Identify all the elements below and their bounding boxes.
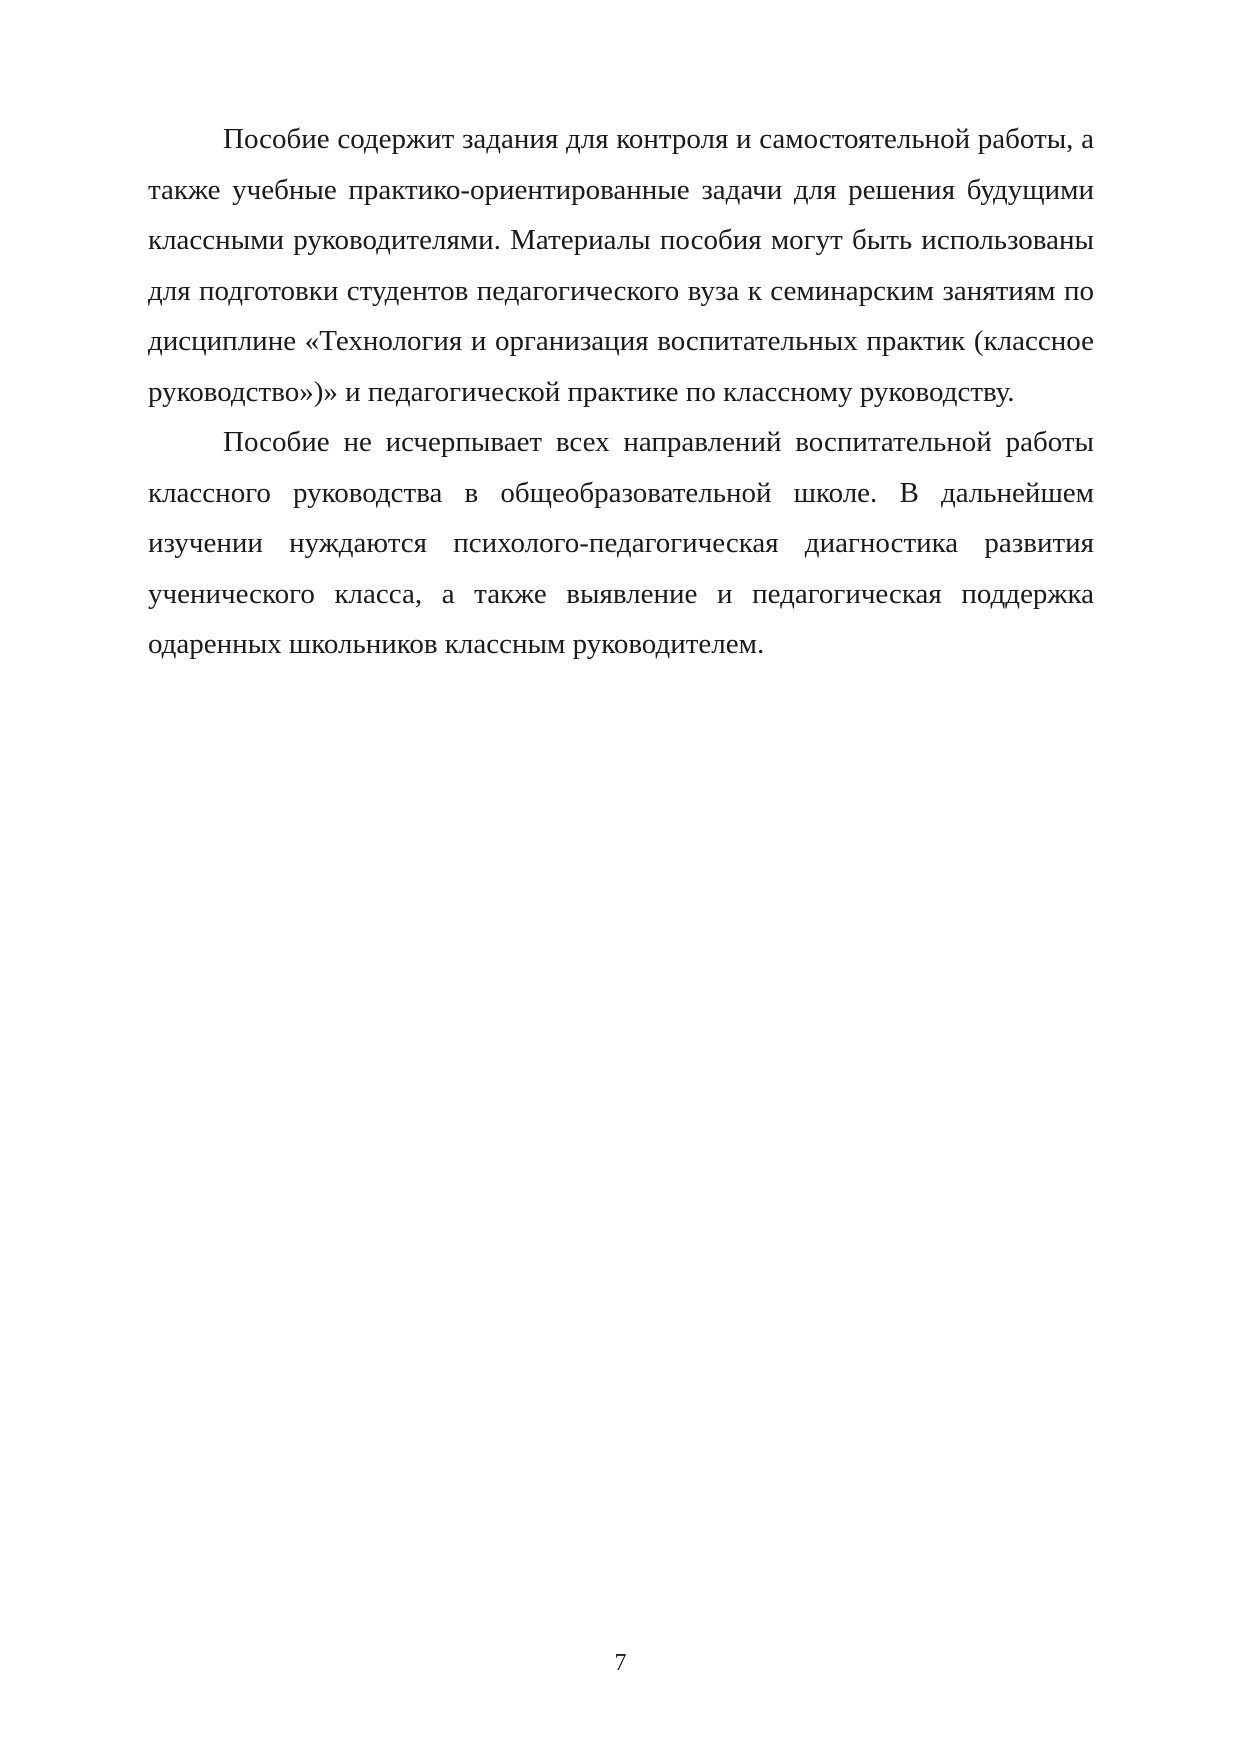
paragraph-1: Пособие содержит задания для контроля и самостоятельной работы, а также учебные практико-ориентированные задачи для решения будущими классными руководителями. Материалы пособия могут быть использованы для подготовки студентов педагогического вуза к семинарским занятиям по дисциплине «Технология и организация воспитательных практик (классное руководство»)» и педагогической практике по классному руководству.: [148, 123, 1094, 408]
paragraph-2: Пособие не исчерпывает всех направлений воспитательной работы классного руководства в общеобразовательной школе. В дальнейшем изучении нуждаются психолого-педагогическая диагностика развития ученического класса, а также выявление и педагогическая поддержка одаренных школьников классным руководителем.: [148, 426, 1094, 660]
page-number: 7: [614, 1650, 627, 1676]
document-body: [148, 114, 1094, 670]
